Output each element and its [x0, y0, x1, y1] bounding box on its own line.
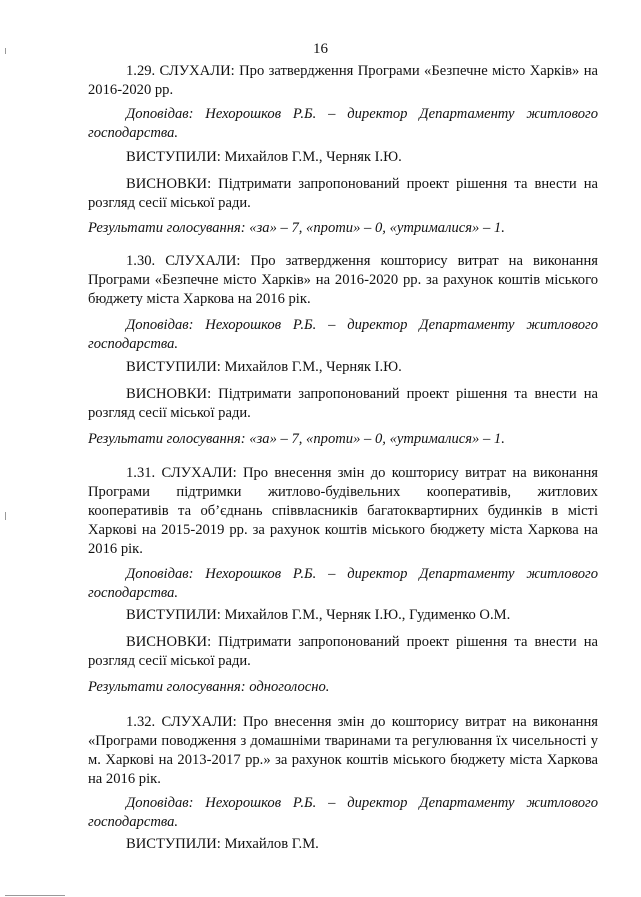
item-1-29-speaker: Доповідав: Нехорошков Р.Б. – директор Департаменту житлового господарства. — [88, 106, 598, 141]
item-1-30-heard: 1.30. СЛУХАЛИ: Про затвердження кошторису витрат на виконання Програми «Безпечне місто Харків» на 2016-2020 рр. за рахунок коштів міського бюджету міста Харкова на 2016 рік. — [88, 253, 598, 307]
item-1-31-heard-line2 — [88, 483, 598, 502]
item-1-31-heard-rest: кооперативів та об’єднань співвласників багатоквартирних будинків в місті Харкові на 2015-2019 рр. за рахунок коштів міського бюджету міста Харкова на 2016 рік. — [88, 503, 598, 557]
item-1-31-heard — [88, 464, 598, 559]
item-1-30-vote: Результати голосування: «за» – 7, «проти» – 0, «утрималися» – 1. — [88, 431, 505, 447]
page-number: 16 — [313, 41, 328, 57]
item-1-29-vote: Результати голосування: «за» – 7, «проти» – 0, «утрималися» – 1. — [88, 220, 505, 236]
heard-word: житлово-будівельних — [267, 484, 401, 500]
heard-word: житлових — [537, 484, 598, 500]
heard-word: Програми — [88, 484, 150, 500]
item-1-32-heard: 1.32. СЛУХАЛИ: Про внесення змін до кошторису витрат на виконання «Програми поводження з домашніми тваринами та регулювання їх чисельності у м. Харкові на 2013-2017 рр.» за рахунок коштів міського бюджету міста Харкова на 2016 рік. — [88, 714, 598, 787]
item-1-31-vote: Результати голосування: одноголосно. — [88, 679, 330, 695]
heard-word: кооперативів, — [426, 484, 512, 500]
item-1-31-conclusions: ВИСНОВКИ: Підтримати запропонований проект рішення та внести на розгляд сесії міської ради. — [88, 634, 598, 669]
item-1-31-speaker: Доповідав: Нехорошков Р.Б. – директор Департаменту житлового господарства. — [88, 566, 598, 601]
scan-line — [5, 895, 65, 896]
item-1-32-speaker: Доповідав: Нехорошков Р.Б. – директор Департаменту житлового господарства. — [88, 795, 598, 830]
item-1-30-conclusions: ВИСНОВКИ: Підтримати запропонований проект рішення та внести на розгляд сесії міської ради. — [88, 386, 598, 421]
item-1-29-conclusions: ВИСНОВКИ: Підтримати запропонований проект рішення та внести на розгляд сесії міської ради. — [88, 176, 598, 211]
scan-mark — [5, 512, 6, 520]
item-1-29-spoke: ВИСТУПИЛИ: Михайлов Г.М., Черняк І.Ю. — [126, 149, 402, 165]
item-1-30-spoke: ВИСТУПИЛИ: Михайлов Г.М., Черняк І.Ю. — [126, 359, 402, 375]
item-1-32-spoke: ВИСТУПИЛИ: Михайлов Г.М. — [126, 836, 319, 852]
item-1-30-speaker: Доповідав: Нехорошков Р.Б. – директор Департаменту житлового господарства. — [88, 317, 598, 352]
item-1-29-heard: 1.29. СЛУХАЛИ: Про затвердження Програми «Безпечне місто Харків» на 2016-2020 рр. — [88, 63, 598, 98]
scan-mark — [5, 48, 6, 54]
heard-word: підтримки — [176, 484, 242, 500]
item-1-31-spoke: ВИСТУПИЛИ: Михайлов Г.М., Черняк І.Ю., Гудименко О.М. — [126, 607, 511, 623]
item-1-31-heard-line1: 1.31. СЛУХАЛИ: Про внесення змін до кошторису витрат на виконання — [126, 465, 598, 481]
